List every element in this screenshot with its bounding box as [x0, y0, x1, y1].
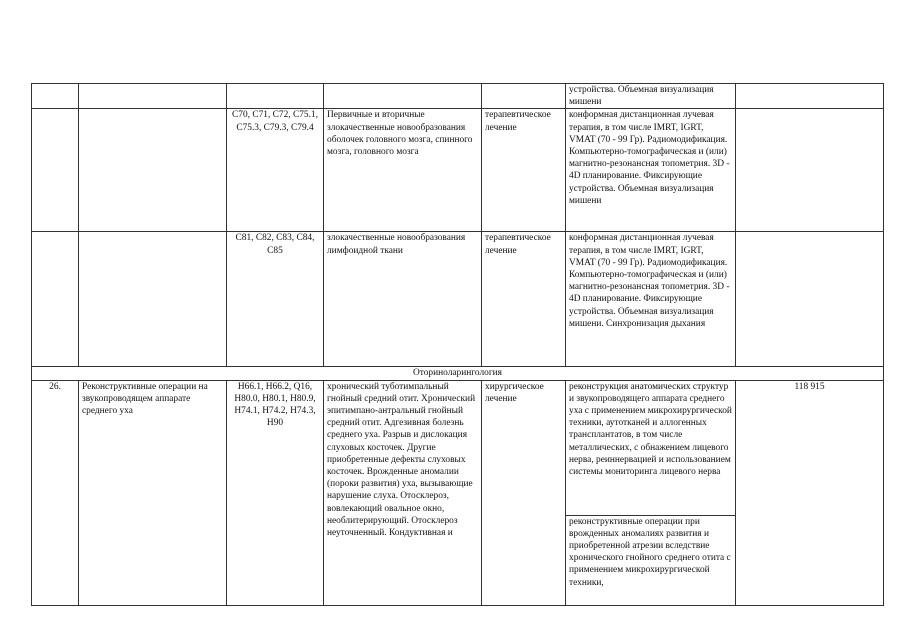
cell-treatment: терапевтическое лечение	[482, 109, 566, 232]
method-option-2: реконструктивные операции при врожденных аномалиях развития и приобретенной атрезии вследствие хронического гнойного среднего отита с применением микрохирургической техники,	[566, 515, 735, 589]
table-row	[32, 84, 884, 109]
cell-model: злокачественные новообразования лимфоидной ткани	[324, 232, 482, 367]
table-row	[32, 380, 884, 605]
cell-model: Первичные и вторичные злокачественные новообразования оболочек головного мозга, спинного мозга, головного мозга	[324, 109, 482, 232]
cell-cost	[736, 109, 884, 232]
cell-num	[32, 109, 79, 232]
cell-codes: H66.1, H66.2, Q16, H80.0, H80.1, H80.9, H74.1, H74.2, H74.3, H90	[227, 380, 324, 605]
section-title: Оториноларингология	[32, 367, 884, 380]
cell-model	[324, 84, 482, 109]
table-row	[32, 232, 884, 367]
table-row	[32, 109, 884, 232]
cell-codes	[227, 84, 324, 109]
cell-method: конформная дистанционная лучевая терапия, в том числе IMRT, IGRT, VMAT (70 - 99 Гр). Радиомодификация. Компьютерно-томографическая и (или) магнитно-резонансная топометрия. 3D - 4D планирование. Фиксирующие устройства. Объемная визуализация мишени	[566, 109, 736, 232]
cell-name	[79, 109, 227, 232]
cell-treatment	[482, 84, 566, 109]
cell-codes: C81, C82, C83, C84, C85	[227, 232, 324, 367]
cell-method: устройства. Объемная визуализация мишени	[566, 84, 736, 109]
cell-name	[79, 232, 227, 367]
treatment-table	[31, 83, 884, 606]
cell-model: хронический туботимпальный гнойный средний отит. Хронический эпитимпано-антральный гнойный средний отит. Адгезивная болезнь среднего уха. Разрыв и дислокация слуховых косточек. Другие приобретенные дефекты слуховых косточек. Врожденные аномалии (пороки развития) уха, вызывающие нарушение слуха. Отосклероз, вовлекающий овальное окно, необлитерирующий. Отосклероз неуточненный. Кондуктивная и	[324, 380, 482, 605]
cell-name: Реконструктивные операции на звукопроводящем аппарате среднего уха	[79, 380, 227, 605]
cell-num	[32, 84, 79, 109]
cell-num	[32, 232, 79, 367]
cell-num: 26.	[32, 380, 79, 605]
cell-cost: 118 915	[736, 380, 884, 605]
cell-method	[566, 380, 736, 605]
cell-treatment: терапевтическое лечение	[482, 232, 566, 367]
cell-name	[79, 84, 227, 109]
cell-cost	[736, 84, 884, 109]
method-option-1: реконструкция анатомических структур и звукопроводящего аппарата среднего уха с применением микрохирургической техники, аутотканей и аллогенных трансплантатов, в том числе металлических, с обнажением лицевого нерва, реиннервацией и использованием системы мониторинга лицевого нерва	[569, 381, 732, 478]
cell-treatment: хирургическое лечение	[482, 380, 566, 605]
cell-codes: C70, C71, C72, C75.1, C75.3, C79.3, C79.4	[227, 109, 324, 232]
cell-cost	[736, 232, 884, 367]
section-row	[32, 367, 884, 380]
cell-method: конформная дистанционная лучевая терапия, в том числе IMRT, IGRT, VMAT (70 - 99 Гр). Радиомодификация. Компьютерно-томографическая и (или) магнитно-резонансная топометрия. 3D - 4D планирование. Фиксирующие устройства. Объемная визуализация мишени. Синхронизация дыхания	[566, 232, 736, 367]
